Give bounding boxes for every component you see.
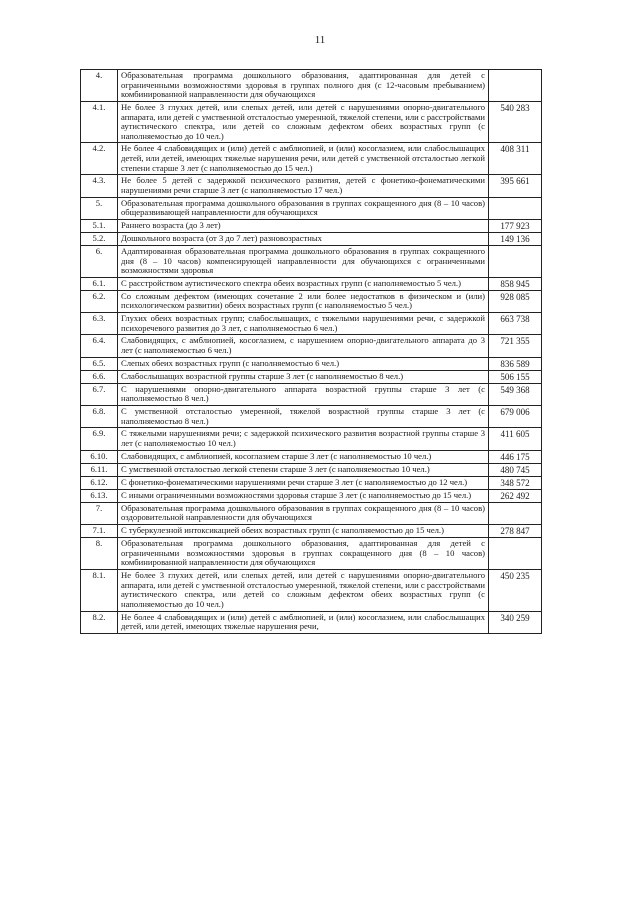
table-row	[81, 70, 542, 102]
row-amount: 411 605	[489, 428, 542, 450]
row-amount: 858 945	[489, 277, 542, 290]
table-row	[81, 143, 542, 175]
row-number: 6.10.	[81, 450, 118, 463]
row-description: Слепых обеих возрастных групп (с наполняемостью 6 чел.)	[118, 357, 489, 370]
row-number: 4.1.	[81, 101, 118, 143]
row-number: 6.4.	[81, 335, 118, 357]
row-amount	[489, 502, 542, 524]
row-description: Дошкольного возраста (от 3 до 7 лет) разновозрастных	[118, 232, 489, 245]
row-number: 6.2.	[81, 290, 118, 312]
table-row	[81, 383, 542, 405]
row-number: 6.8.	[81, 406, 118, 428]
table-row	[81, 101, 542, 143]
table-row	[81, 232, 542, 245]
row-number: 8.2.	[81, 611, 118, 633]
table-body	[81, 70, 542, 634]
row-number: 8.	[81, 538, 118, 570]
table-row	[81, 570, 542, 612]
row-amount: 278 847	[489, 525, 542, 538]
table-row	[81, 335, 542, 357]
row-amount: 480 745	[489, 463, 542, 476]
row-description: Раннего возраста (до 3 лет)	[118, 219, 489, 232]
row-number: 6.5.	[81, 357, 118, 370]
row-number: 6.9.	[81, 428, 118, 450]
table-row	[81, 313, 542, 335]
row-amount: 446 175	[489, 450, 542, 463]
row-amount: 663 738	[489, 313, 542, 335]
row-amount: 549 368	[489, 383, 542, 405]
table-row	[81, 357, 542, 370]
row-description: Образовательная программа дошкольного образования в группах сокращенного дня (8 – 10 часов) общеразвивающей направленности для обучающихся	[118, 197, 489, 219]
row-description: С тяжелыми нарушениями речи; с задержкой психического развития возрастной группы старше 3 лет (с наполняемостью 10 чел.)	[118, 428, 489, 450]
row-number: 5.2.	[81, 232, 118, 245]
table-row	[81, 277, 542, 290]
row-description: С иными ограниченными возможностями здоровья старше 3 лет (с наполняемостью до 15 чел.)	[118, 489, 489, 502]
table-row	[81, 450, 542, 463]
table-row	[81, 290, 542, 312]
row-description: Не более 3 глухих детей, или слепых детей, или детей с нарушениями опорно-двигательного аппарата, или детей с умственной отсталостью умеренной, тяжелой степени, или с расстройствами аутистического спектра, или детей со сложным дефектом обеих возрастных групп (с наполняемостью до 10 чел.)	[118, 101, 489, 143]
row-description: С расстройством аутистического спектра обеих возрастных групп (с наполняемостью 5 чел.)	[118, 277, 489, 290]
row-amount: 177 923	[489, 219, 542, 232]
row-amount: 450 235	[489, 570, 542, 612]
row-amount: 149 136	[489, 232, 542, 245]
row-description: Не более 5 детей с задержкой психического развития, детей с фонетико-фонематическими нарушениями речи старше 3 лет (с наполняемостью 17 чел.)	[118, 175, 489, 197]
row-amount	[489, 70, 542, 102]
row-description: Слабовидящих, с амблиопией, косоглазием старше 3 лет (с наполняемостью 10 чел.)	[118, 450, 489, 463]
row-amount: 506 155	[489, 370, 542, 383]
table-row	[81, 370, 542, 383]
row-number: 7.	[81, 502, 118, 524]
row-description: С туберкулезной интоксикацией обеих возрастных групп (с наполняемостью до 15 чел.)	[118, 525, 489, 538]
row-amount	[489, 538, 542, 570]
row-description: Образовательная программа дошкольного образования, адаптированная для детей с ограниченными возможностями здоровья в группах полного дня (с 12-часовым пребыванием) комбинированной направленности для обучающихся	[118, 70, 489, 102]
page-number: 11	[314, 34, 326, 46]
row-number: 8.1.	[81, 570, 118, 612]
row-description: Не более 4 слабовидящих и (или) детей с амблиопией, и (или) косоглазием, или слабослышащих детей, или детей, имеющих тяжелые нарушения речи, или детей с умственной отсталостью легкой степени старше 3 лет (с наполняемостью до 15 чел.)	[118, 143, 489, 175]
table-row	[81, 406, 542, 428]
row-description: Не более 4 слабовидящих и (или) детей с амблиопией, и (или) косоглазием, или слабослышащих детей, или детей, имеющих тяжелые нарушения речи,	[118, 611, 489, 633]
row-number: 7.1.	[81, 525, 118, 538]
row-description: Глухих обеих возрастных групп; слабослышащих, с тяжелыми нарушениями речи, с задержкой психоречевого развития до 3 лет, с наполняемостью 6 чел.)	[118, 313, 489, 335]
row-description: Образовательная программа дошкольного образования, адаптированная для детей с ограниченными возможностями здоровья в группах сокращенного дня (8 – 10 часов) комбинированной направленности для обучающихся	[118, 538, 489, 570]
row-description: Слабовидящих, с амблиопией, косоглазием, с нарушением опорно-двигательного аппарата до 3 лет (с наполняемостью 6 чел.)	[118, 335, 489, 357]
row-amount: 928 085	[489, 290, 542, 312]
row-description: С умственной отсталостью легкой степени старше 3 лет (с наполняемостью 10 чел.)	[118, 463, 489, 476]
table-row	[81, 502, 542, 524]
row-number: 6.12.	[81, 476, 118, 489]
row-amount: 408 311	[489, 143, 542, 175]
row-description: С фонетико-фонематическими нарушениями речи старше 3 лет (с наполняемостью до 12 чел.)	[118, 476, 489, 489]
row-number: 6.1.	[81, 277, 118, 290]
row-description: С умственной отсталостью умеренной, тяжелой возрастной группы старше 3 лет (с наполняемостью 8 чел.)	[118, 406, 489, 428]
table-row	[81, 489, 542, 502]
row-number: 5.1.	[81, 219, 118, 232]
row-amount	[489, 197, 542, 219]
table-row	[81, 463, 542, 476]
row-amount: 340 259	[489, 611, 542, 633]
table-row	[81, 175, 542, 197]
row-amount: 395 661	[489, 175, 542, 197]
row-description: Слабослышащих возрастной группы старше 3 лет (с наполняемостью 8 чел.)	[118, 370, 489, 383]
table-row	[81, 476, 542, 489]
row-amount: 721 355	[489, 335, 542, 357]
row-number: 4.3.	[81, 175, 118, 197]
table-row	[81, 197, 542, 219]
row-amount: 679 006	[489, 406, 542, 428]
row-amount: 836 589	[489, 357, 542, 370]
row-number: 6.3.	[81, 313, 118, 335]
row-number: 5.	[81, 197, 118, 219]
row-description: С нарушениями опорно-двигательного аппарата возрастной группы старше 3 лет (с наполняемостью 8 чел.)	[118, 383, 489, 405]
row-description: Со сложным дефектом (имеющих сочетание 2 или более недостатков в физическом и (или) психологическом развитии) обеих возрастных групп (с наполняемостью 5 чел.)	[118, 290, 489, 312]
row-description: Не более 3 глухих детей, или слепых детей, или детей с нарушениями опорно-двигательного аппарата, или детей с умственной отсталостью умеренной, тяжелой степени, или с расстройствами аутистического спектра, или детей со сложным дефектом обеих возрастных групп (с наполняемостью до 10 чел.)	[118, 570, 489, 612]
row-number: 4.	[81, 70, 118, 102]
row-number: 6.7.	[81, 383, 118, 405]
row-description: Адаптированная образовательная программа дошкольного образования в группах сокращенного дня (8 – 10 часов) компенсирующей направленности для обучающихся с ограниченными возможностями здоровья	[118, 245, 489, 277]
table-row	[81, 525, 542, 538]
table-row	[81, 538, 542, 570]
table-row	[81, 245, 542, 277]
row-amount: 540 283	[489, 101, 542, 143]
row-amount: 262 492	[489, 489, 542, 502]
table-row	[81, 219, 542, 232]
tariff-table	[80, 69, 542, 634]
row-number: 6.13.	[81, 489, 118, 502]
row-description: Образовательная программа дошкольного образования в группах сокращенного дня (8 – 10 часов) оздоровительной направленности для обучающихся	[118, 502, 489, 524]
table-row	[81, 611, 542, 633]
row-amount	[489, 245, 542, 277]
row-amount: 348 572	[489, 476, 542, 489]
row-number: 6.	[81, 245, 118, 277]
row-number: 4.2.	[81, 143, 118, 175]
row-number: 6.6.	[81, 370, 118, 383]
row-number: 6.11.	[81, 463, 118, 476]
table-row	[81, 428, 542, 450]
